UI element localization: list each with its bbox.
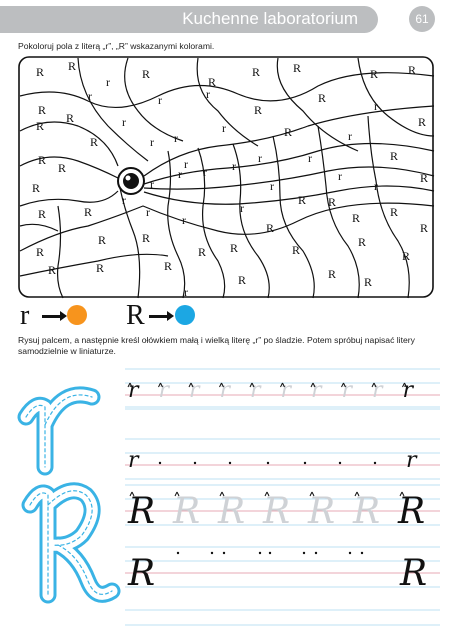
puzzle-letter-upper: R bbox=[38, 153, 47, 167]
puzzle-letter-lower: r bbox=[178, 167, 182, 181]
puzzle-letter-upper: R bbox=[164, 259, 173, 273]
trace-letter: r bbox=[158, 378, 170, 403]
trace-letter: R bbox=[353, 491, 381, 532]
puzzle-letter-lower: r bbox=[206, 87, 210, 101]
puzzle-letter-upper: R bbox=[254, 103, 263, 117]
fish-eye bbox=[118, 168, 144, 194]
trace-letter: R bbox=[398, 491, 426, 532]
color-by-letter-puzzle bbox=[18, 56, 436, 300]
trace-letter: R bbox=[400, 553, 428, 594]
puzzle-letter-upper: R bbox=[142, 67, 151, 81]
puzzle-letter-upper: R bbox=[58, 161, 67, 175]
puzzle-letter-upper: R bbox=[358, 235, 367, 249]
puzzle-letter-upper: R bbox=[352, 211, 361, 225]
puzzle-letter-upper: R bbox=[238, 273, 247, 287]
puzzle-letter-lower: r bbox=[338, 169, 342, 183]
trace-letter: r bbox=[311, 378, 322, 403]
puzzle-letter-lower: r bbox=[348, 129, 352, 143]
puzzle-letter-upper: R bbox=[142, 231, 151, 245]
dotted-trace-letters bbox=[127, 378, 427, 594]
puzzle-letter-lower: r bbox=[158, 93, 162, 107]
big-lowercase-r-trace bbox=[26, 395, 92, 467]
puzzle-letter-upper: R bbox=[420, 171, 429, 185]
puzzle-letter-upper: R bbox=[68, 59, 77, 73]
puzzle-letter-lower: r bbox=[374, 179, 378, 193]
puzzle-letter-lower: r bbox=[270, 179, 274, 193]
big-uppercase-r-trace bbox=[30, 491, 112, 595]
handwriting-practice bbox=[0, 355, 455, 643]
puzzle-letter-lower: r bbox=[184, 157, 188, 171]
puzzle-letter-upper: R bbox=[230, 241, 239, 255]
puzzle-letter-upper: R bbox=[84, 205, 93, 219]
puzzle-letter-lower: r bbox=[240, 201, 244, 215]
page-title: Kuchenne laboratorium bbox=[182, 9, 358, 28]
puzzle-letter-lower: r bbox=[374, 99, 378, 113]
puzzle-letter-upper: R bbox=[266, 221, 275, 235]
puzzle-letter-upper: R bbox=[418, 115, 427, 129]
puzzle-letter-upper: R bbox=[38, 207, 47, 221]
puzzle-letter-upper: R bbox=[298, 193, 307, 207]
puzzle-letter-upper: R bbox=[408, 63, 417, 77]
puzzle-letter-lower: r bbox=[146, 205, 150, 219]
puzzle-letter-upper: R bbox=[32, 181, 41, 195]
puzzle-letter-lower: r bbox=[182, 213, 186, 227]
puzzle-letter-lower: r bbox=[88, 89, 92, 103]
legend-uppercase-letter: R bbox=[126, 300, 145, 331]
header-bar bbox=[0, 6, 378, 33]
trace-letter: r bbox=[280, 378, 292, 403]
trace-letter: R bbox=[173, 491, 201, 532]
puzzle-letter-lower: r bbox=[232, 159, 236, 173]
trace-letter: R bbox=[128, 553, 156, 594]
puzzle-letter-upper: R bbox=[90, 135, 99, 149]
coloring-instruction: Pokoloruj pola z literą „r”, „R” wskazanymi kolorami. bbox=[18, 41, 215, 51]
trace-letter: r bbox=[402, 378, 414, 403]
page-number: 61 bbox=[409, 6, 435, 32]
puzzle-letter-upper: R bbox=[293, 61, 302, 75]
trace-letter: r bbox=[219, 378, 231, 403]
legend-orange-dot bbox=[67, 305, 87, 325]
puzzle-letter-lower: r bbox=[203, 165, 207, 179]
puzzle-letter-upper: R bbox=[208, 75, 217, 89]
trace-letter: r bbox=[406, 448, 417, 473]
puzzle-letter-upper: R bbox=[36, 245, 45, 259]
puzzle-letter-upper: R bbox=[96, 261, 105, 275]
trace-letter: r bbox=[128, 448, 139, 473]
puzzle-letter-upper: R bbox=[370, 67, 379, 81]
puzzle-letter-upper: R bbox=[328, 267, 337, 281]
trace-letter: r bbox=[372, 378, 383, 403]
puzzle-letter-upper: R bbox=[36, 65, 45, 79]
tracing-instruction: Rysuj palcem, a następnie kreśl ołówkiem małą i wielką literę „r” po śladzie. Potem spróbuj napisać litery samodzielnie w liniaturze. bbox=[18, 335, 415, 356]
trace-letter: r bbox=[128, 378, 139, 403]
puzzle-letter-upper: R bbox=[292, 243, 301, 257]
puzzle-frame bbox=[19, 57, 433, 297]
puzzle-letter-upper: R bbox=[364, 275, 373, 289]
puzzle-letter-upper: R bbox=[198, 245, 207, 259]
puzzle-letter-lower: r bbox=[150, 135, 154, 149]
trace-letter: r bbox=[250, 378, 261, 403]
trace-letter: r bbox=[341, 378, 353, 403]
trace-letter: R bbox=[218, 491, 246, 532]
puzzle-letter-upper: R bbox=[252, 65, 261, 79]
puzzle-letter-upper: R bbox=[328, 195, 337, 209]
puzzle-letter-lower: r bbox=[308, 151, 312, 165]
puzzle-letter-upper: R bbox=[36, 119, 45, 133]
puzzle-letter-lower: r bbox=[258, 151, 262, 165]
trace-letter: r bbox=[189, 378, 200, 403]
legend-blue-dot bbox=[175, 305, 195, 325]
puzzle-letter-upper: R bbox=[284, 125, 293, 139]
puzzle-letter-upper: R bbox=[48, 263, 57, 277]
puzzle-letter-lower: r bbox=[122, 115, 126, 129]
puzzle-letter-upper: R bbox=[390, 149, 399, 163]
trace-letter: R bbox=[308, 491, 336, 532]
puzzle-letter-lower: r bbox=[222, 121, 226, 135]
legend-arrow-icon bbox=[42, 315, 62, 318]
legend-lowercase-letter: r bbox=[20, 300, 30, 331]
puzzle-letter-upper: R bbox=[98, 233, 107, 247]
puzzle-letter-lower: r bbox=[174, 131, 178, 145]
puzzle-letter-lower: r bbox=[150, 177, 154, 191]
puzzle-letter-upper: R bbox=[420, 221, 429, 235]
puzzle-letter-lower: r bbox=[184, 285, 188, 299]
legend-arrow-icon bbox=[149, 315, 169, 318]
trace-letter: R bbox=[263, 491, 291, 532]
puzzle-letter-lower: r bbox=[122, 193, 126, 207]
puzzle-letter-lower: r bbox=[106, 75, 110, 89]
trace-letter: R bbox=[128, 491, 156, 532]
puzzle-letter-upper: R bbox=[318, 91, 327, 105]
puzzle-letter-upper: R bbox=[402, 249, 411, 263]
puzzle-letter-upper: R bbox=[66, 111, 75, 125]
puzzle-letter-upper: R bbox=[38, 103, 47, 117]
puzzle-letter-upper: R bbox=[390, 205, 399, 219]
